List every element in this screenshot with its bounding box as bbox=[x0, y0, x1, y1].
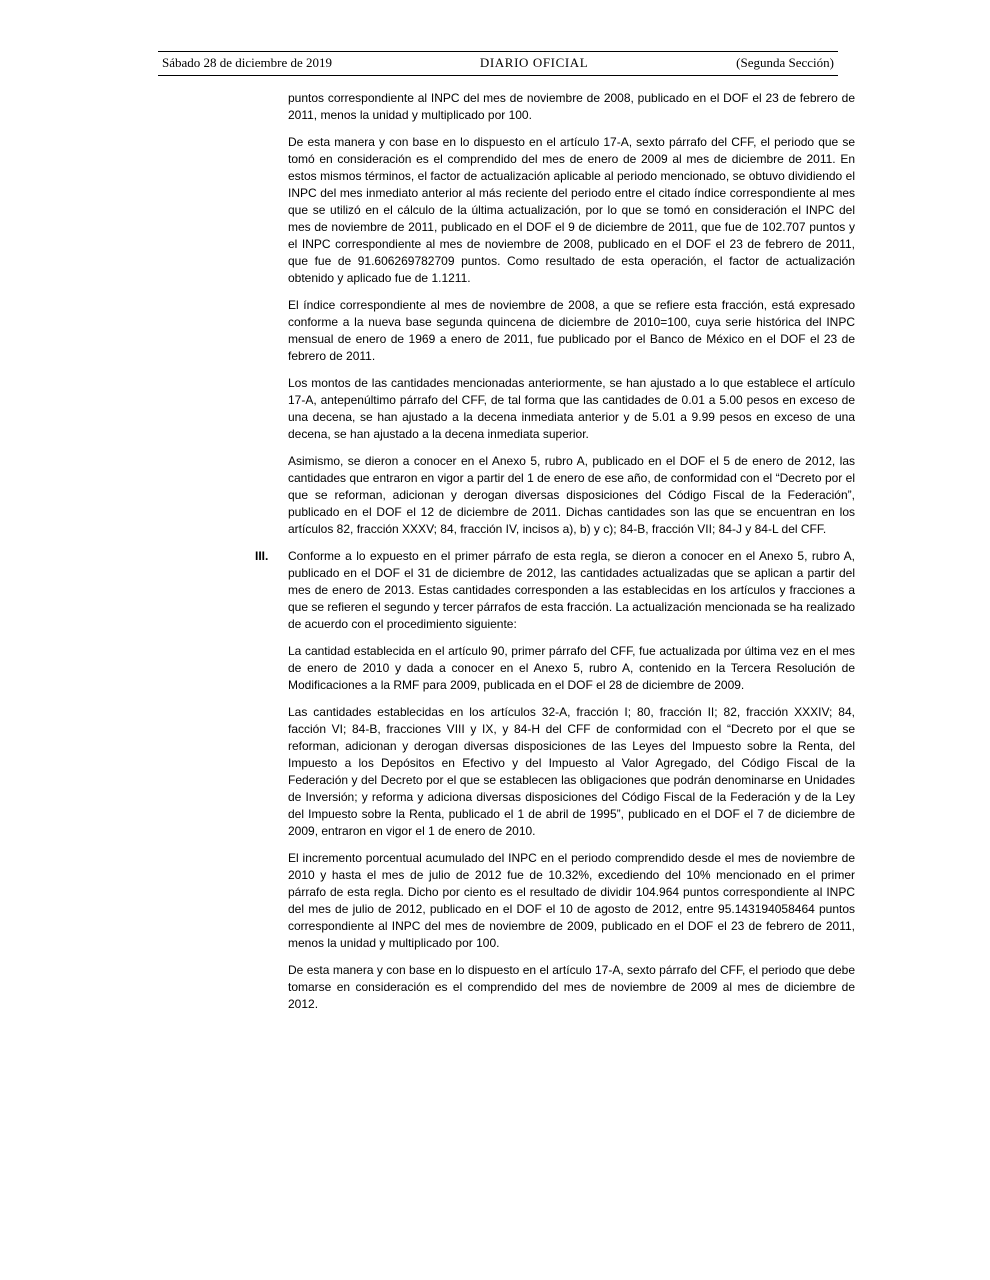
paragraph bbox=[288, 297, 855, 365]
header-title: DIARIO OFICIAL bbox=[479, 55, 589, 70]
document-body bbox=[255, 90, 856, 1023]
paragraph-text: El incremento porcentual acumulado del INPC en el periodo comprendido desde el mes de noviembre de 2010 y hasta el mes de julio de 2012 fue de 10.32%, excediendo del 10% mencionado en el primer párrafo de esta regla. Dicho por ciento es el resultado de dividir 104.964 puntos correspondiente al INPC del mes de julio de 2012, publicado en el DOF el 10 de agosto de 2012, entre 95.143194058464 puntos correspondiente al INPC del mes de noviembre de 2009, publicado en el DOF el 23 de febrero de 2011, menos la unidad y multiplicado por 100. bbox=[288, 851, 855, 950]
paragraph bbox=[288, 453, 855, 538]
paragraph-text: De esta manera y con base en lo dispuesto en el artículo 17-A, sexto párrafo del CFF, el periodo que debe tomarse en consideración es el comprendido del mes de noviembre de 2009 al mes de diciembre de 2012. bbox=[288, 963, 855, 1011]
paragraph-text: El índice correspondiente al mes de noviembre de 2008, a que se refiere esta fracción, está expresado conforme a la nueva base segunda quincena de diciembre de 2010=100, cuya serie histórica del INPC mensual de enero de 1969 a enero de 2011, fue publicado por el Banco de México en el DOF el 23 de febrero de 2011. bbox=[288, 298, 855, 363]
paragraph bbox=[288, 704, 855, 840]
page-header bbox=[158, 51, 838, 76]
paragraph-text: puntos correspondiente al INPC del mes de noviembre de 2008, publicado en el DOF el 23 de febrero de 2011, menos la unidad y multiplicado por 100. bbox=[288, 91, 855, 122]
paragraph-text: Los montos de las cantidades mencionadas anteriormente, se han ajustado a lo que establece el artículo 17-A, antepenúltimo párrafo del CFF, de tal forma que las cantidades de 0.01 a 5.00 pesos en exceso de una decena, se han ajustado a la decena inmediata anterior y de 5.01 a 9.99 pesos en exceso de una decena, se han ajustado a la decena inmediata superior. bbox=[288, 376, 855, 441]
paragraph bbox=[288, 134, 855, 287]
paragraph bbox=[288, 962, 855, 1013]
paragraph bbox=[288, 850, 855, 952]
paragraph-text: Las cantidades establecidas en los artículos 32-A, fracción I; 80, fracción II; 82, fracción XXXIV; 84, facción VI; 84-B, fracciones VIII y IX, y 84-H del CFF de conformidad con el “Decreto por el que se reforman, adicionan y derogan diversas disposiciones de las Leyes del Impuesto sobre la Renta, del Impuesto a los Depósitos en Efectivo y del Impuesto al Valor Agregado, del Código Fiscal de la Federación y del Decreto por el que se establecen las obligaciones que podrán denominarse en Unidades de Inversión; y reforma y adiciona diversas disposiciones del Código Fiscal de la Federación y de la Ley del Impuesto sobre la Renta, publicado el 1 de abril de 1995”, publicado en el DOF el 7 de diciembre de 2009, entraron en vigor el 1 de enero de 2010. bbox=[288, 705, 855, 838]
list-item-III bbox=[255, 548, 856, 633]
header-section: (Segunda Sección) bbox=[736, 55, 834, 70]
paragraph bbox=[288, 643, 855, 694]
paragraph-text: La cantidad establecida en el artículo 90, primer párrafo del CFF, fue actualizada por última vez en el mes de enero de 2010 y dada a conocer en el Anexo 5, rubro A, contenido en la Tercera Resolución de Modificaciones a la RMF para 2009, publicada en el DOF el 28 de diciembre de 2009. bbox=[288, 644, 855, 692]
paragraph-text: De esta manera y con base en lo dispuesto en el artículo 17-A, sexto párrafo del CFF, el periodo que se tomó en consideración es el comprendido del mes de enero de 2009 al mes de diciembre de 2011. En estos mismos términos, el factor de actualización aplicable al periodo mencionado, se obtuvo dividiendo el INPC del mes inmediato anterior al más reciente del periodo entre el citado índice correspondiente al mes que se utilizó en el cálculo de la última actualización, por lo que se tomó en consideración el INPC del mes de noviembre de 2011, publicado en el DOF el 9 de diciembre de 2011, que fue de 102.707 puntos y el INPC correspondiente al mes de noviembre de 2008, publicado en el DOF el 23 de febrero de 2011, que fue de 91.606269782709 puntos. Como resultado de esta operación, el factor de actualización obtenido y aplicado fue de 1.1211. bbox=[288, 135, 855, 285]
paragraph bbox=[288, 90, 855, 124]
paragraph-text: Asimismo, se dieron a conocer en el Anexo 5, rubro A, publicado en el DOF el 5 de enero de 2012, las cantidades que entraron en vigor a partir del 1 de enero de ese año, de conformidad con el “Decreto por el que se reforman, adicionan y derogan diversas disposiciones del Código Fiscal de la Federación”, publicado en el DOF el 12 de diciembre de 2011. Dichas cantidades son las que se encuentran en los artículos 82, fracción XXXV; 84, fracción IV, incisos a), b) y c); 84-B, fracción VII; 84-J y 84-L del CFF. bbox=[288, 454, 855, 536]
paragraph-text: Conforme a lo expuesto en el primer párrafo de esta regla, se dieron a conocer en el Anexo 5, rubro A, publicado en el DOF el 31 de diciembre de 2012, las cantidades actualizadas que se aplican a partir del mes de enero de 2013. Estas cantidades corresponden a las establecidas en los artículos y fracciones a que se refieren el segundo y tercer párrafos de esta fracción. La actualización mencionada se ha realizado de acuerdo con el procedimiento siguiente: bbox=[288, 549, 856, 631]
header-date: Sábado 28 de diciembre de 2019 bbox=[162, 55, 333, 70]
list-marker: III. bbox=[255, 549, 269, 563]
paragraph bbox=[288, 375, 855, 443]
